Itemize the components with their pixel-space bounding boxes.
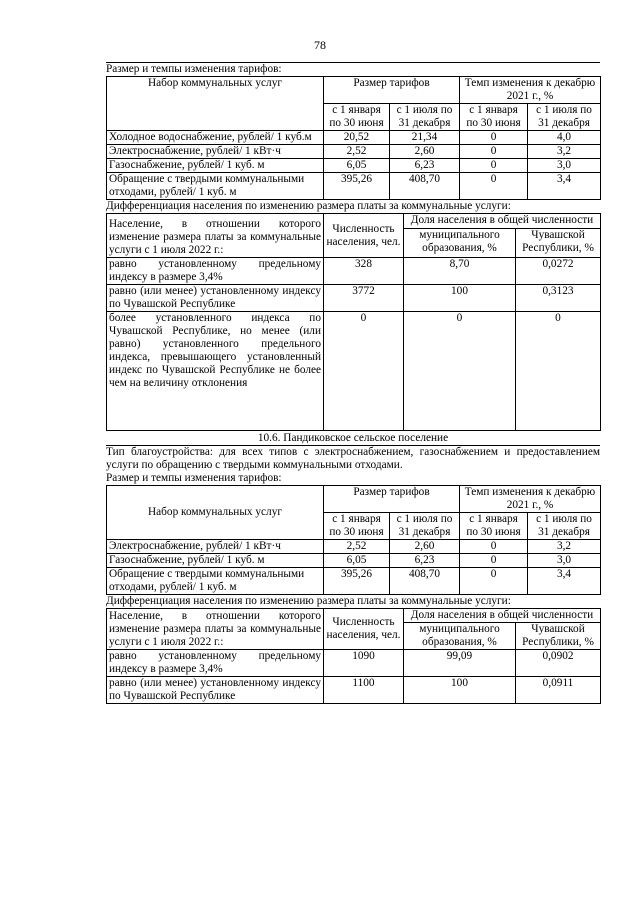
value-cell: 0,3123 [516,285,601,312]
table-row [107,677,601,704]
row-label: равно (или менее) установленному индексу по Чувашской Республике [107,677,324,704]
row-label: равно установленному предельному индексу в размере 3,4% [107,258,324,285]
value-cell: 0 [460,145,528,159]
tariff-heading: Размер и темпы изменения тарифов: [106,62,600,76]
col-size: Размер тарифов [324,486,460,513]
col-services: Набор коммунальных услуг [107,486,324,540]
col-mun: муниципального образования, % [404,229,516,258]
value-cell: 21,34 [390,131,460,145]
section-title: 10.6. Пандиковское сельское поселение [106,431,600,446]
value-cell: 3,2 [528,145,601,159]
service-name: Обращение с твердыми коммунальными отходами, рублей/ 1 куб. м [107,568,324,595]
sub-header: с 1 июля по 31 декабря [390,513,460,540]
sub-header: с 1 января по 30 июня [460,513,528,540]
col-count: Численность населения, чел. [324,214,404,258]
value-cell: 6,05 [324,159,390,173]
table-row [107,173,601,200]
value-cell: 0 [460,159,528,173]
value-cell: 0 [516,312,601,431]
table-row [107,650,601,677]
value-cell: 395,26 [324,173,390,200]
sub-header: с 1 июля по 31 декабря [528,513,601,540]
value-cell: 6,05 [324,554,390,568]
value-cell: 3772 [324,285,404,312]
value-cell: 0 [460,568,528,595]
diff-heading: Дифференциация населения по изменению размера платы за коммунальные услуги: [106,595,511,607]
document-body [106,62,600,704]
service-name: Холодное водоснабжение, рублей/ 1 куб.м [107,131,324,145]
value-cell: 328 [324,258,404,285]
sub-header: с 1 января по 30 июня [324,104,390,131]
col-share: Доля населения в общей численности [404,214,601,229]
tariff-heading: Размер и темпы изменения тарифов: [106,472,282,484]
sub-header: с 1 января по 30 июня [460,104,528,131]
service-name: Электроснабжение, рублей/ 1 кВт·ч [107,540,324,554]
value-cell: 2,60 [390,540,460,554]
value-cell: 3,0 [528,554,601,568]
col-size: Размер тарифов [324,77,460,104]
value-cell: 100 [404,285,516,312]
value-cell: 0,0272 [516,258,601,285]
value-cell: 2,52 [324,145,390,159]
col-mun: муниципального образования, % [404,623,516,650]
col-population: Население, в отношении которого изменение размера платы за коммунальные услуги с 1 июля 2022 г.: [107,214,324,258]
section-paragraph: Тип благоустройства: для всех типов с электроснабжением, газоснабжением и предоставлением услуги по обращению с твердыми коммунальными отходами. [106,446,600,471]
table-row [107,554,601,568]
value-cell: 99,09 [404,650,516,677]
col-share: Доля населения в общей численности [404,609,601,623]
table-row [107,285,601,312]
value-cell: 6,23 [390,554,460,568]
value-cell: 20,52 [324,131,390,145]
value-cell: 3,0 [528,159,601,173]
service-name: Газоснабжение, рублей/ 1 куб. м [107,554,324,568]
value-cell: 0 [404,312,516,431]
value-cell: 408,70 [390,173,460,200]
value-cell: 3,4 [528,568,601,595]
diff-heading: Дифференциация населения по изменению размера платы за коммунальные услуги: [106,200,511,212]
table-row [107,568,601,595]
value-cell: 0,0911 [516,677,601,704]
value-cell: 3,4 [528,173,601,200]
table-row [107,540,601,554]
value-cell: 0 [460,131,528,145]
table-row [107,312,601,431]
value-cell: 1090 [324,650,404,677]
service-name: Электроснабжение, рублей/ 1 кВт·ч [107,145,324,159]
table-row [107,258,601,285]
row-label: более установленного индекса по Чувашской Республике, но менее (или равно) установленного предельного индекса, превышающего установленный индекс по Чувашской Республике не более чем на величину отклонения [107,312,324,431]
value-cell: 0 [460,554,528,568]
diff-table [106,608,601,704]
value-cell: 6,23 [390,159,460,173]
service-name: Газоснабжение, рублей/ 1 куб. м [107,159,324,173]
page-number: 78 [314,38,326,52]
value-cell: 2,52 [324,540,390,554]
tariff-table [106,76,601,200]
sub-header: с 1 июля по 31 декабря [528,104,601,131]
col-rep: Чувашской Республики, % [516,229,601,258]
row-label: равно (или менее) установленному индексу по Чувашской Республике [107,285,324,312]
value-cell: 0 [460,173,528,200]
value-cell: 0,0902 [516,650,601,677]
value-cell: 1100 [324,677,404,704]
value-cell: 395,26 [324,568,390,595]
value-cell: 4,0 [528,131,601,145]
service-name: Обращение с твердыми коммунальными отходами, рублей/ 1 куб. м [107,173,324,200]
value-cell: 408,70 [390,568,460,595]
table-row [107,131,601,145]
tariff-table [106,485,601,595]
col-services: Набор коммунальных услуг [107,77,324,131]
value-cell: 2,60 [390,145,460,159]
col-count: Численность населения, чел. [324,609,404,650]
value-cell: 3,2 [528,540,601,554]
col-rate: Темп изменения к декабрю 2021 г., % [460,77,601,104]
table-row [107,159,601,173]
table-row [107,145,601,159]
row-label: равно установленному предельному индексу в размере 3,4% [107,650,324,677]
col-rep: Чувашской Республики, % [516,623,601,650]
col-population: Население, в отношении которого изменение размера платы за коммунальные услуги с 1 июля 2022 г.: [107,609,324,650]
value-cell: 0 [460,540,528,554]
sub-header: с 1 июля по 31 декабря [390,104,460,131]
value-cell: 8,70 [404,258,516,285]
sub-header: с 1 января по 30 июня [324,513,390,540]
diff-table [106,213,601,431]
value-cell: 0 [324,312,404,431]
col-rate: Темп изменения к декабрю 2021 г., % [460,486,601,513]
value-cell: 100 [404,677,516,704]
